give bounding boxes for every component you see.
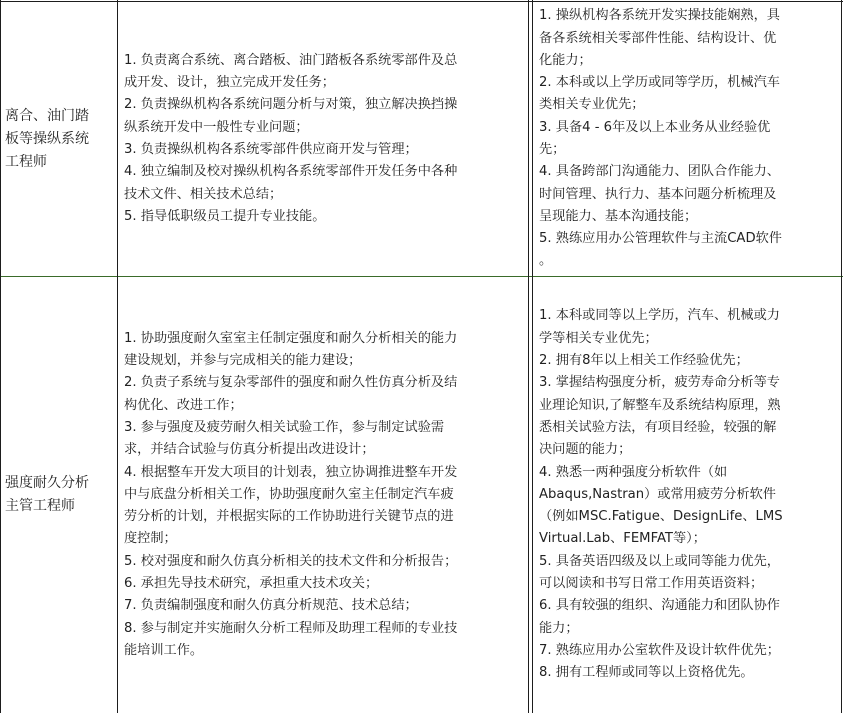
requirement-line: 可以阅读和书写日常工作用英语资料； <box>539 576 764 592</box>
row-1-requirements <box>533 2 841 276</box>
duty-line: 能培训工作。 <box>124 642 204 658</box>
duty-line: 构优化、改进工作； <box>124 397 243 413</box>
requirement-line: 2. 拥有8年以上相关工作经验优先； <box>539 353 749 369</box>
row-2-title <box>1 277 117 713</box>
requirement-line: 1. 操纵机构各系统开发实操技能娴熟，具 <box>539 8 780 24</box>
row-2-requirements <box>533 277 841 713</box>
duty-line: 5. 指导低职级员工提升专业技能。 <box>124 208 326 224</box>
requirement-line: 呈现能力、基本沟通技能； <box>539 208 698 224</box>
duty-line: 2. 负责子系统与复杂零部件的强度和耐久性仿真分析及结 <box>124 375 458 391</box>
duty-line: 劳分析的计划，并根据实际的工作协助进行关键节点的进 <box>124 509 454 525</box>
row-1-duties <box>118 2 528 276</box>
requirement-line: 悉相关试验方法，有项目经验，较强的解 <box>539 419 777 435</box>
duty-line: 1. 负责离合系统、离合踏板、油门踏板各系统零部件及总 <box>124 52 458 68</box>
row-1-title-line: 板等操纵系统 <box>5 130 89 147</box>
duty-line: 3. 负责操纵机构各系统零部件供应商开发与管理； <box>124 142 418 157</box>
requirement-line: 2. 本科或以上学历或同等学历，机械汽车 <box>539 75 780 91</box>
duty-line: 7. 负责编制强度和耐久仿真分析规范、技术总结； <box>124 598 418 614</box>
requirement-line: 4. 具备跨部门沟通能力、团队合作能力、 <box>539 164 780 180</box>
requirement-line: 时间管理、执行力、基本问题分析梳理及 <box>539 186 777 202</box>
requirement-line: 决问题的能力； <box>539 442 632 458</box>
requirement-line: 学等相关专业优先； <box>539 330 658 346</box>
duty-line: 度控制； <box>124 531 177 547</box>
requirement-line: 7. 熟练应用办公室软件及设计软件优先； <box>539 642 780 658</box>
duty-line: 建设规划，并参与完成相关的能力建设； <box>124 353 362 369</box>
requirement-line: 8. 拥有工程师或同等以上资格优先。 <box>539 665 754 681</box>
row-2-title-line: 强度耐久分析 <box>5 475 89 491</box>
requirement-line: 3. 掌握结构强度分析，疲劳寿命分析等专 <box>539 375 780 391</box>
duty-line: 纵系统开发中一般性专业问题； <box>124 119 309 135</box>
requirement-line: 先； <box>539 142 566 157</box>
duty-line: 1. 协助强度耐久室室主任制定强度和耐久分析相关的能力 <box>124 330 458 346</box>
duty-line: 2. 负责操纵机构各系统问题分析与对策，独立解决换挡操 <box>124 97 458 113</box>
requirement-line: 5. 熟练应用办公管理软件与主流CAD软件 <box>539 231 782 247</box>
duty-line: 成开发、设计，独立完成开发任务； <box>124 75 335 91</box>
requirement-line: 1. 本科或同等以上学历，汽车、机械或力 <box>539 308 780 324</box>
row-1-title <box>1 2 117 276</box>
requirement-line: 类相关专业优先； <box>539 97 645 113</box>
requirement-line: 能力； <box>539 620 579 636</box>
row-2-title-line: 主管工程师 <box>5 498 75 514</box>
requirement-line: 3. 具备4 - 6年及以上本业务从业经验优 <box>539 119 771 135</box>
row-1-title-line: 离合、油门踏 <box>5 107 89 124</box>
row-2-duties <box>118 277 528 713</box>
requirement-line: （例如MSC.Fatigue、DesignLife、LMS <box>539 509 783 525</box>
duty-line: 4. 独立编制及校对操纵机构各系统零部件开发任务中各种 <box>124 164 458 180</box>
table-right-border <box>841 0 842 713</box>
row-1-title-line: 工程师 <box>5 153 47 170</box>
requirement-line: 5. 具备英语四级及以上或同等能力优先， <box>539 553 780 569</box>
duty-line: 5. 校对强度和耐久仿真分析相关的技术文件和分析报告； <box>124 553 458 569</box>
column-divider-2 <box>528 0 529 713</box>
requirement-line: Abaqus,Nastran）或常用疲劳分析软件 <box>539 486 776 502</box>
requirement-line: 化能力； <box>539 52 592 68</box>
requirement-line: 4. 熟悉一两种强度分析软件（如 <box>539 464 728 480</box>
duty-line: 求，并结合试验与仿真分析提出改进设计； <box>124 442 375 458</box>
duty-line: 4. 根据整车开发大项目的计划表，独立协调推进整车开发 <box>124 464 458 480</box>
duty-line: 3. 参与强度及疲劳耐久相关试验工作，参与制定试验需 <box>124 419 445 435</box>
duty-line: 技术文件、相关技术总结； <box>124 186 283 202</box>
requirement-line: Virtual.Lab、FEMFAT等）； <box>539 531 706 547</box>
requirement-line: 备各系统相关零部件性能、结构设计、优 <box>539 30 777 46</box>
duty-line: 8. 参与制定并实施耐久分析工程师及助理工程师的专业技 <box>124 620 458 636</box>
requirement-line: 业理论知识,了解整车及系统结构原理，熟 <box>539 397 781 413</box>
duty-line: 6. 承担先导技术研究，承担重大技术攻关； <box>124 576 379 592</box>
requirement-line: 。 <box>539 253 553 269</box>
requirement-line: 6. 具有较强的组织、沟通能力和团队协作 <box>539 598 780 614</box>
duty-line: 中与底盘分析相关工作，协助强度耐久室主任制定汽车疲 <box>124 486 454 502</box>
